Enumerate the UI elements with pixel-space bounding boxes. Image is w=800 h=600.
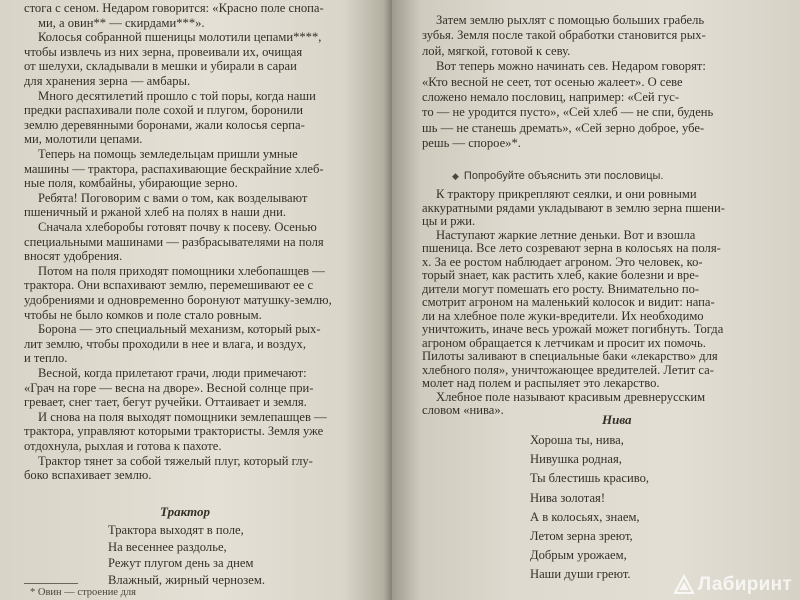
- poem-line: Наши души греют.: [530, 567, 631, 582]
- text-line: Сначала хлеборобы готовят почву к посеву. Осенью: [38, 220, 317, 234]
- text-line: решь — спорое»*.: [422, 136, 521, 151]
- text-line: боко вспахивает землю.: [24, 468, 152, 483]
- text-line: Затем землю рыхлят с помощью больших грабель: [436, 13, 705, 27]
- text-line: вносят удобрения.: [24, 249, 123, 264]
- task-prompt: [452, 170, 663, 182]
- text-line: и тепло.: [24, 351, 68, 366]
- text-line: чтобы не было комков и поле стало ровным.: [24, 307, 262, 322]
- watermark: [673, 574, 792, 596]
- text-line: предки распахивали поле сохой и плугом, боронили: [24, 103, 304, 118]
- text-line: пшеница. Все лето созревают зерна в колосьях на поля-: [422, 241, 721, 255]
- text-line: зубья. Земля после такой обработки становится рых-: [422, 28, 706, 43]
- text-line: хлебного поля», уничтожающее вредителей. Летит са-: [422, 362, 714, 377]
- text-line: уничтожить, иначе весь урожай может погибнуть. Тогда: [422, 322, 724, 336]
- text-line: пшеничный и ржаной хлеб на полях в наши дни.: [24, 205, 286, 220]
- text-line: Много десятилетий прошло с той поры, когда наши: [38, 88, 316, 103]
- text-line: Пилоты заливают в специальные баки «лекарство» для: [422, 349, 718, 363]
- text-line: агроном обращается к летчикам и просит их помочь.: [422, 335, 706, 350]
- text-line: молет над полем и распыляет это лекарство.: [422, 376, 660, 390]
- text-line: лой, мягкой, готовой к севу.: [422, 43, 571, 58]
- labirint-logo-icon: [673, 574, 695, 596]
- text-line: Борона — это специальный механизм, который рых-: [38, 322, 321, 337]
- left-page: [0, 0, 392, 600]
- text-line: К трактору прикрепляют сеялки, и они ровными: [436, 187, 697, 201]
- text-line: И снова на поля выходят помощники землепашцев —: [38, 409, 327, 424]
- text-line: дители могут помешать его росту. Внимательно по-: [422, 281, 700, 296]
- text-line: трактора. Они вспахивают землю, перемешивают ее с: [24, 278, 314, 293]
- text-line: сложено немало пословиц, например: «Сей гус-: [422, 90, 680, 104]
- poem-line: Трактора выходят в поле,: [108, 523, 244, 537]
- poem-line: Влажный, жирный чернозем.: [108, 572, 265, 587]
- text-line: ми, а овин** — скирдами***».: [38, 15, 205, 30]
- text-line: ные поля, комбайны, убирающие зерно.: [24, 176, 238, 191]
- text-line: машины — трактора, распахивающие бескрайние хлеб-: [24, 161, 324, 176]
- watermark-text: Лабиринт: [697, 574, 792, 595]
- poem-title-niva: Нива: [602, 412, 632, 427]
- text-line: ми, молотили цепами.: [24, 132, 143, 147]
- poem-title-tractor: Трактор: [160, 504, 210, 519]
- poem-line: Ты блестишь красиво,: [530, 471, 650, 486]
- text-line: отдохнула, рыхлая и готова к пахоте.: [24, 439, 222, 453]
- poem-line: Хороша ты, нива,: [530, 433, 624, 447]
- text-line: Трактор тянет за собой тяжелый плуг, который глу-: [38, 453, 313, 468]
- text-line: смотрит агроном на маленький колосок и видит: напа-: [422, 295, 715, 309]
- poem-line: На весеннее раздолье,: [108, 539, 227, 554]
- diamond-bullet-icon: ◆: [452, 171, 459, 181]
- right-page: [392, 0, 800, 600]
- text-line: землю деревянными боронами, жали колосья серпа-: [24, 117, 305, 132]
- text-line: трактора, управляют которыми трактористы. Земля уже: [24, 424, 324, 439]
- poem-line: Добрым урожаем,: [530, 548, 627, 563]
- text-line: «Кто весной не сеет, тот осенью жалеет». О севе: [422, 74, 683, 89]
- text-line: удобрениями и одновременно боронуют матушку-землю,: [24, 293, 332, 307]
- text-line: специальными машинами — разбрасывателями на поля: [24, 234, 324, 249]
- text-line: Теперь на помощь земледельцам пришли умные: [38, 147, 298, 161]
- text-line: цы и ржи.: [422, 214, 476, 228]
- poem-line: Режут плугом день за днем: [108, 556, 254, 570]
- text-line: для хранения зерна — амбары.: [24, 74, 191, 88]
- footnote-rule: [24, 583, 78, 584]
- text-line: от шелухи, складывали в мешки и убирали в сараи: [24, 59, 297, 74]
- text-line: Ребята! Поговорим с вами о том, как возделывают: [38, 190, 308, 205]
- text-line: стога с сеном. Недаром говорится: «Красно поле снопа-: [24, 1, 324, 15]
- text-line: Наступают жаркие летние деньки. Вот и взошла: [436, 227, 696, 242]
- poem-line: Нива золотая!: [530, 490, 606, 505]
- text-line: словом «нива».: [422, 403, 504, 417]
- text-line: шь — не станешь дремать», «Сей зерно доброе, убе-: [422, 120, 705, 135]
- task-text: Попробуйте объяснить эти пословицы.: [463, 170, 664, 182]
- text-line: Весной, когда прилетают грачи, люди примечают:: [38, 366, 307, 380]
- text-line: Хлебное поле называют красивым древнерусским: [436, 389, 706, 404]
- text-line: гревает, снег тает, бегут ручейки. Оттаивает и земля.: [24, 395, 307, 410]
- text-line: х. За ее ростом наблюдает агроном. Это человек, ко-: [422, 254, 703, 269]
- text-line: торый знает, как растить хлеб, какие болезни и вре-: [422, 268, 700, 282]
- text-line: «Грач на горе — весна на дворе». Весной солнце при-: [24, 380, 314, 395]
- text-line: Колосья собранной пшеницы молотили цепами****,: [38, 30, 322, 45]
- text-line: то — не уродится пусто», «Сей хлеб — не спи, будень: [422, 105, 714, 120]
- poem-line: Нивушка родная,: [530, 452, 622, 467]
- text-line: Потом на поля приходят помощники хлебопашцев —: [38, 263, 325, 278]
- text-line: чтобы извлечь из них зерна, провеивали их, очищая: [24, 44, 303, 59]
- text-line: Вот теперь можно начинать сев. Недаром говорят:: [436, 59, 706, 74]
- text-line: ли на хлебное поле жуки-вредители. Их необходимо: [422, 308, 704, 323]
- footnote: * Овин — строение для: [30, 587, 137, 598]
- text-line: аккуратными рядами укладывают в землю зерна пшени-: [422, 200, 725, 215]
- text-line: лит землю, чтобы проходили в нее и влага, и воздух,: [24, 336, 306, 351]
- poem-line: Летом зерна зреют,: [530, 529, 633, 543]
- poem-line: А в колосьях, знаем,: [530, 509, 640, 524]
